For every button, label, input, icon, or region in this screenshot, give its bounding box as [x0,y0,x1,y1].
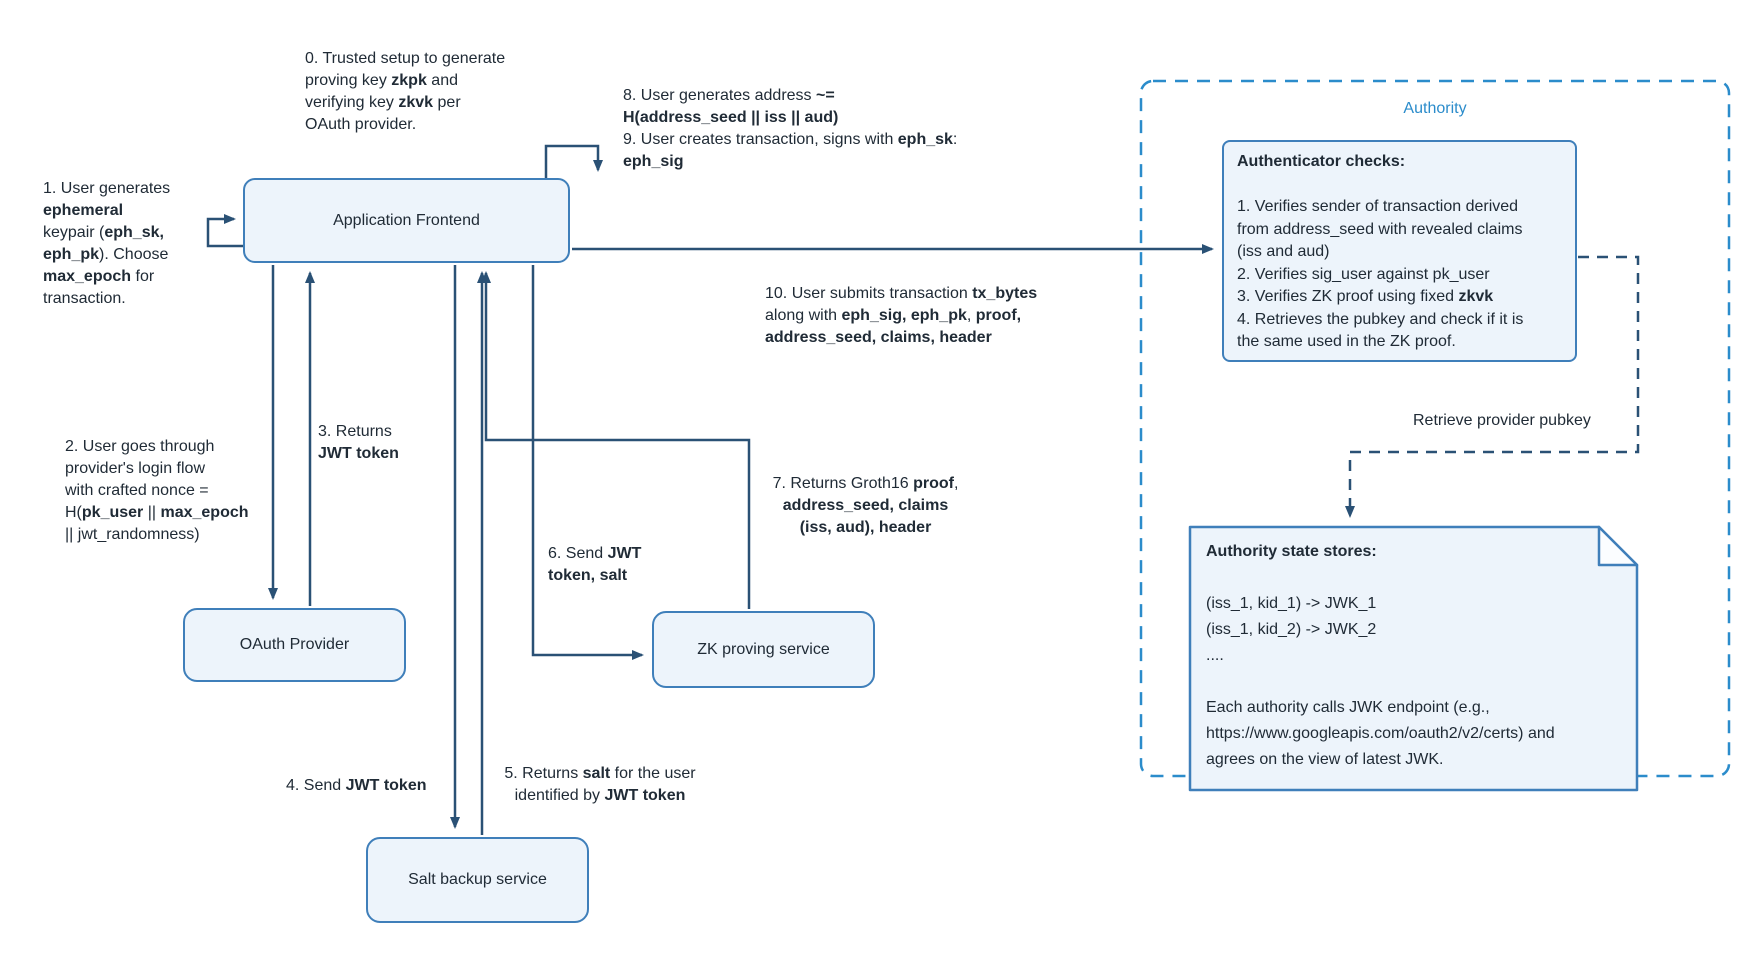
authority-region-title: Authority [1403,100,1467,117]
annotation-step-1: 1. User generates ephemeral keypair (eph_sk, eph_pk). Choose max_epoch for transaction. [43,180,171,307]
annotation-step-3: 3. Returns JWT token [318,423,399,462]
node-label-application-frontend: Application Frontend [333,211,480,229]
node-oauth-provider [183,608,406,682]
authenticator-checks-text: Authenticator checks: 1. Verifies sender of transaction derived from address_seed with revealed claims (iss and aud) 2. Verifies sig_user against pk_user 3. Verifies ZK proof using fixed zkvk 4. Retrieves the pubkey and check if it is the same used in the ZK proof. [1237,153,1524,350]
node-label-zk-proving-service: ZK proving service [697,640,830,658]
node-zk-proving-service [652,611,875,688]
arrow-step1-self-loop [208,219,243,246]
annotation-step-2: 2. User goes through provider's login flow with crafted nonce = H(pk_user || max_epoch || jwt_randomness) [65,438,249,543]
annotation-step-5: 5. Returns salt for the user identified by JWT token [504,765,696,804]
arrow-step89-self-loop [546,146,598,178]
annotation-step-7: 7. Returns Groth16 proof, address_seed, claims (iss, aud), header [772,475,959,536]
node-salt-backup-service [366,837,589,923]
annotation-step-0: 0. Trusted setup to generate proving key zkpk and verifying key zkvk per OAuth provider. [305,50,506,133]
annotation-step-6: 6. Send JWT token, salt [548,545,642,584]
annotation-step-10: 10. User submits transaction tx_bytes along with eph_sig, eph_pk, proof, address_seed, claims, header [765,285,1038,346]
arrow-step6-send-jwt-salt [533,265,642,655]
annotation-steps-8-9: 8. User generates address ~= H(address_seed || iss || aud) 9. User creates transaction, signs with eph_sk: eph_sig [623,87,958,170]
annotation-step-4: 4. Send JWT token [286,777,427,794]
node-label-salt-backup-service: Salt backup service [408,871,547,888]
authority-state-note-text: Authority state stores: (iss_1, kid_1) -> JWK_1 (iss_1, kid_2) -> JWK_2 .... Each authority calls JWK endpoint (e.g., https://www.googleapis.com/oauth2/v2/certs) and agrees on the view of latest JWK. [1206,543,1555,768]
retrieve-provider-pubkey-label: Retrieve provider pubkey [1413,412,1591,429]
node-label-oauth-provider: OAuth Provider [239,636,350,653]
node-application-frontend [243,178,570,263]
